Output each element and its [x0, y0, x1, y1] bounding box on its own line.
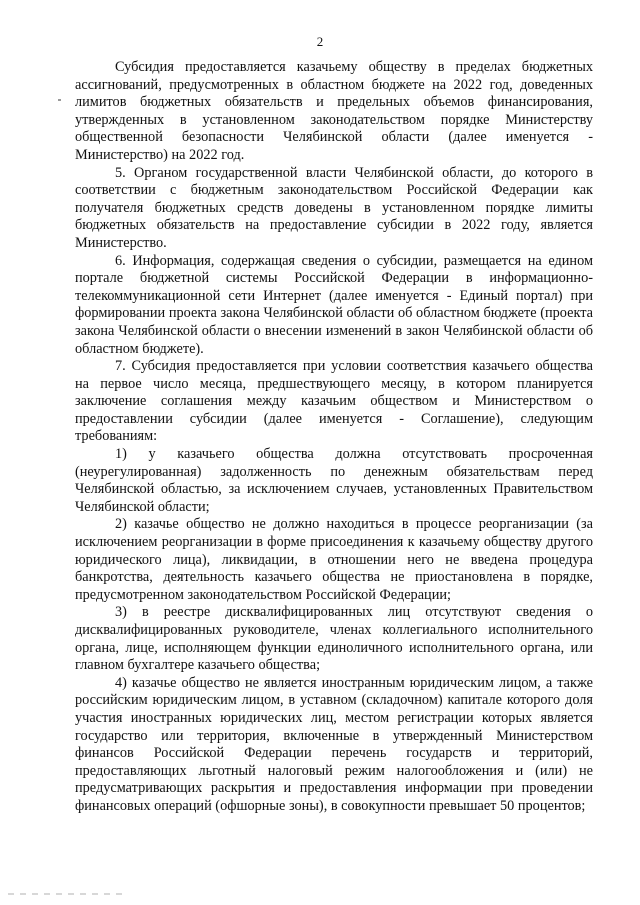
requirement-4: 4) казачье общество не является иностранным юридическим лицом, а также российским юридическим лицом, в уставном (складочном) капитале которого доля участия иностранных юридических лиц, местом регистрации которых является государство или территория, включенные в утвержденный Министерством финансов Российской Федерации перечень государств и территорий, предоставляющих льготный налоговый режим налогообложения и (или) не предусматривающих раскрытия и предоставления информации при проведении финансовых операций (офшорные зоны), в совокупности превышает 50 процентов;	[75, 674, 593, 814]
requirement-1: 1) у казачьего общества должна отсутствовать просроченная (неурегулированная) задолженность по денежным обязательствам перед Челябинской областью, за исключением случаев, установленных Правительством Челябинской области;	[75, 446, 593, 515]
scan-footer-artifact	[8, 893, 128, 895]
paragraph-subsidy-limits: Субсидия предоставляется казачьему обществу в пределах бюджетных ассигнований, предусмотренных в областном бюджете на 2022 год, доведенных лимитов бюджетных обязательств и предельных объемов финансирования, утвержденных в установленном законодательством порядке Министерству общественной безопасности Челябинской области (далее именуется - Министерство) на 2022 год.	[75, 59, 593, 163]
scan-artifact	[58, 99, 61, 101]
document-body	[75, 59, 593, 816]
paragraph-7-conditions: 7. Субсидия предоставляется при условии соответствия казачьего общества на первое число месяца, предшествующего месяцу, в котором планируется заключение соглашения между казачьим обществом и Министерством о предоставлении субсидии (далее именуется - Соглашение), следующим требованиям:	[75, 358, 593, 445]
page-number: 2	[316, 34, 324, 49]
paragraph-5-authority: 5. Органом государственной власти Челябинской области, до которого в соответствии с бюджетным законодательством Российской Федерации как получателя бюджетных средств доведены в установленном порядке лимиты бюджетных обязательств на предоставление субсидии в 2022 году, является Министерство.	[75, 164, 593, 251]
paragraph-6-information: 6. Информация, содержащая сведения о субсидии, размещается на едином портале бюджетной системы Российской Федерации в информационно-телекоммуникационной сети Интернет (далее именуется - Единый портал) при формировании проекта закона Челябинской области об областном бюджете (проекта закона Челябинской области о внесении изменений в закон Челябинской области об областном бюджете).	[75, 252, 593, 357]
requirement-2: 2) казачье общество не должно находиться в процессе реорганизации (за исключением реорганизации в форме присоединения к казачьему обществу другого юридического лица), ликвидации, в отношении него не введена процедура банкротства, деятельность казачьего общества не приостановлена в порядке, предусмотренном законодательством Российской Федерации;	[75, 516, 593, 603]
requirement-3: 3) в реестре дисквалифицированных лиц отсутствуют сведения о дисквалифицированных руководителе, членах коллегиального исполнительного органа, лице, исполняющем функции единоличного исполнительного органа, или главном бухгалтере казачьего общества;	[75, 604, 593, 674]
